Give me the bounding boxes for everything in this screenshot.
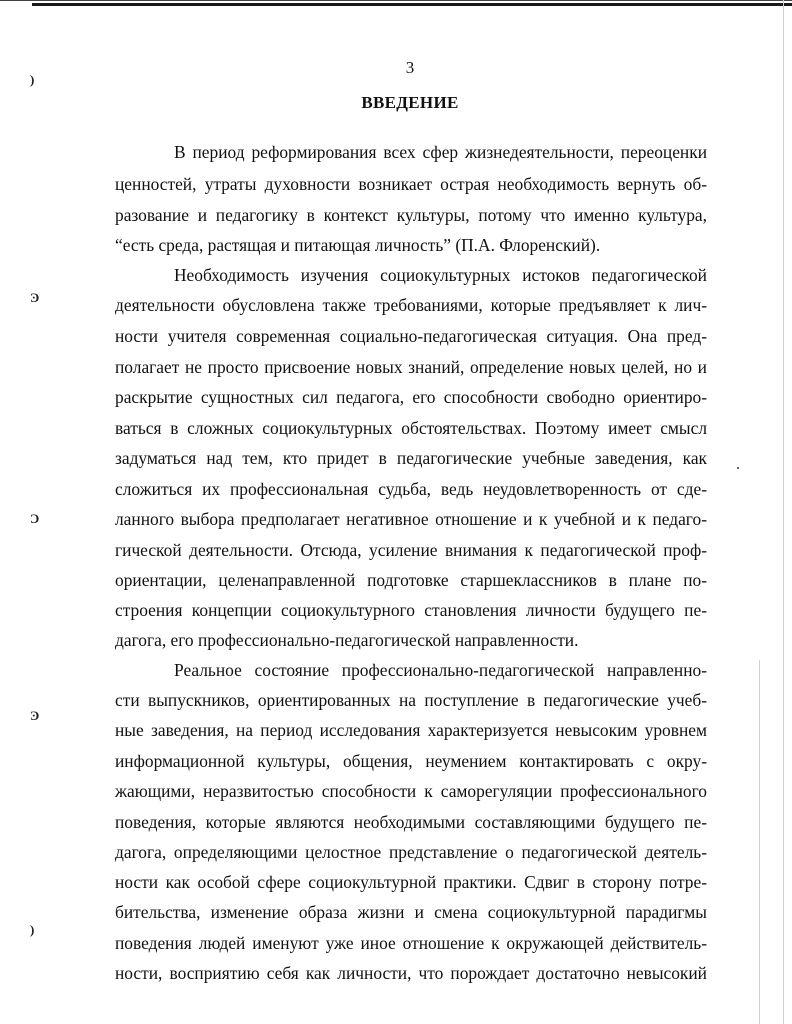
text-line: “есть среда, растящая и питающая личность” (П.А. Флоренский). (115, 235, 601, 255)
binding-hole-mark: Ͽ (30, 290, 40, 305)
text-line: Реальное состояние профессионально-педагогической направленно- (174, 660, 707, 680)
text-line: дагога, определяющими целостное представление о педагогической деятель- (115, 842, 707, 862)
text-line: дагога, его профессионально-педагогической направленности. (115, 630, 579, 650)
text-line: жающими, неразвитостью способности к саморегуляции профессионального (115, 781, 707, 801)
text-line: информационной культуры, общения, неумением контактировать с окру- (115, 751, 707, 771)
text-line: задуматься над тем, кто придет в педагогические учебные заведения, как (115, 448, 707, 468)
text-line: строения концепции социокультурного становления личности будущего пе- (115, 600, 707, 620)
text-line: разование и педагогику в контекст культуры, потому что именно культура, (115, 205, 707, 225)
text-line: сложиться их профессиональная судьба, ведь неудовлетворенность от сде- (115, 479, 707, 499)
page-number: 3 (405, 58, 415, 77)
text-line: ности как особой сфере социокультурной практики. Сдвиг в сторону потре- (115, 872, 707, 892)
text-line: ланного выбора предполагает негативное отношение и к учебной и к педаго- (115, 509, 707, 529)
text-line: полагает не просто присвоение новых знаний, определение новых целей, но и (115, 357, 707, 377)
binding-hole-mark: Ͽ (30, 708, 40, 723)
text-line: деятельности обусловлена также требованиями, которые предъявляет к лич- (115, 295, 707, 315)
text-line: ные заведения, на период исследования характеризуется невысоким уровнем (115, 720, 707, 740)
binding-hole-mark: ) (30, 72, 35, 87)
section-heading: ВВЕДЕНИЕ (361, 93, 459, 112)
text-line: ориентации, целенаправленной подготовке старшеклассников в плане по- (115, 570, 707, 590)
binding-hole-mark: Ͻ (30, 511, 40, 526)
text-line: ности учителя современная социально-педагогическая ситуация. Она пред- (115, 326, 707, 346)
text-line: поведения людей именуют уже иное отношение к окружающей действитель- (115, 933, 707, 953)
text-line: поведения, которые являются необходимыми составляющими будущего пе- (115, 812, 707, 832)
text-line: гической деятельности. Отсюда, усиление внимания к педагогической проф- (115, 540, 707, 560)
text-line: ценностей, утраты духовности возникает острая необходимость вернуть об- (115, 174, 707, 194)
scan-top-edge (0, 0, 792, 1)
text-line: ности, восприятию себя как личности, что порождает достаточно невысокий (115, 963, 707, 983)
scan-fold-line (759, 660, 760, 1024)
scan-right-edge (783, 0, 784, 1024)
text-line: сти выпускников, ориентированных на поступление в педагогические учеб- (115, 690, 707, 710)
text-line: бительства, изменение образа жизни и смена социокультурной парадигмы (115, 902, 707, 922)
binding-hole-mark: ) (30, 922, 35, 937)
text-line: ваться в сложных социокультурных обстоятельствах. Поэтому имеет смысл (115, 418, 707, 438)
text-line: Необходимость изучения социокультурных истоков педагогической (174, 265, 707, 285)
text-line: раскрытие сущностных сил педагога, его способности свободно ориентиро- (115, 387, 707, 407)
scan-top-border (32, 3, 792, 6)
scan-speck (737, 467, 739, 469)
text-line: В период реформирования всех сфер жизнедеятельности, переоценки (174, 142, 707, 162)
